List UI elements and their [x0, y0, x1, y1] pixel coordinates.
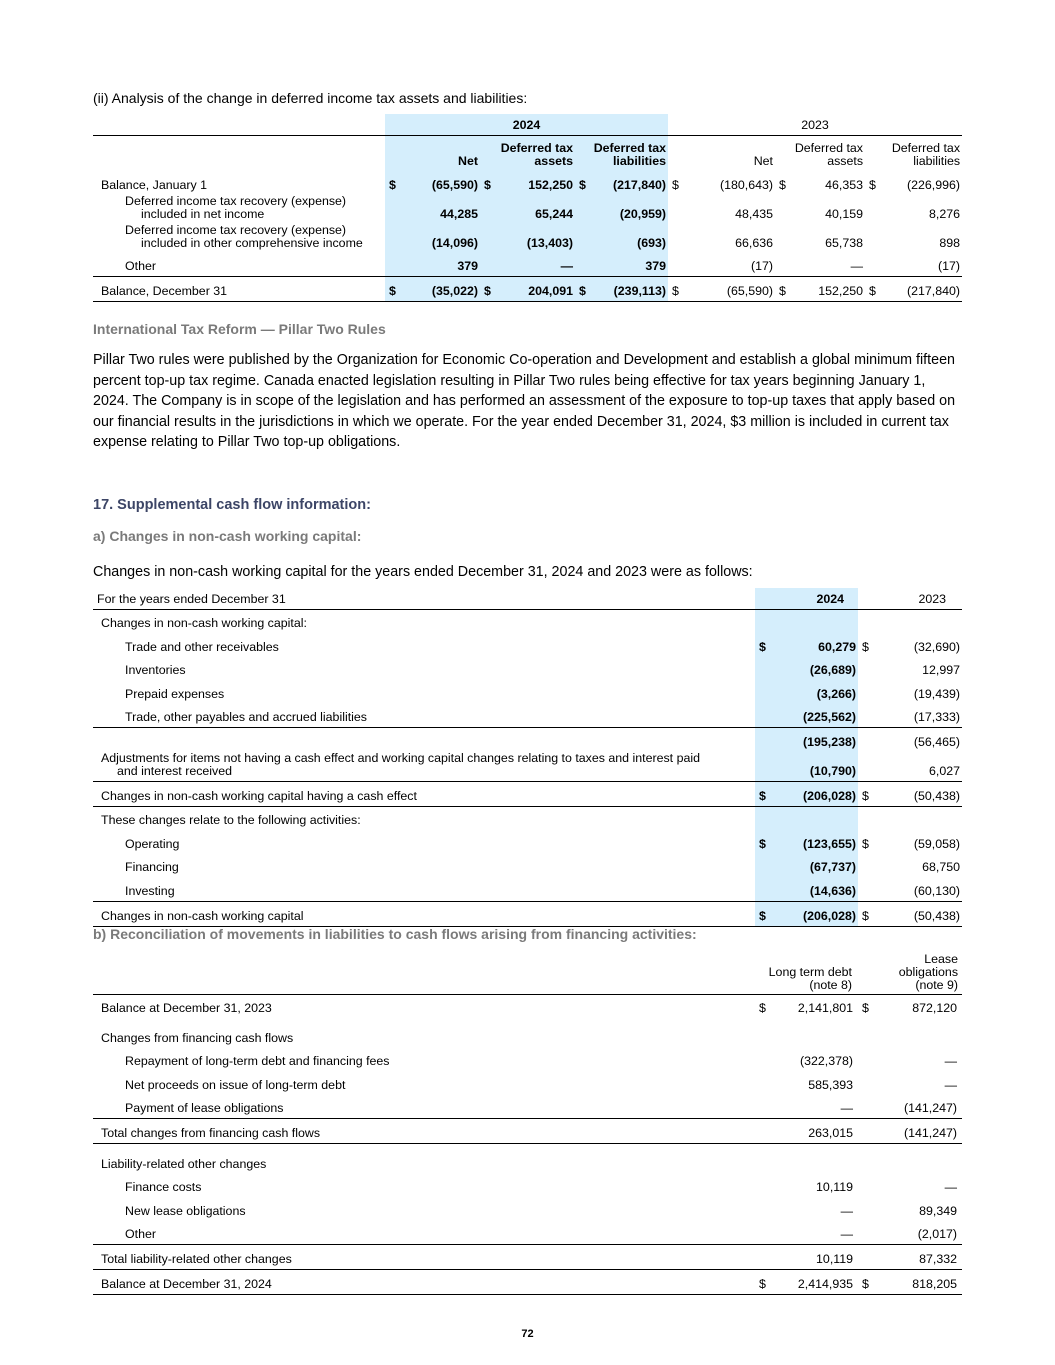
row-label — [93, 224, 385, 253]
row-label-line: and interest received — [117, 764, 233, 779]
value-cell: (32,690) — [913, 639, 961, 654]
currency-symbol — [575, 253, 595, 277]
currency-symbol — [575, 195, 595, 224]
value-cell: (206,028) — [775, 902, 858, 927]
value-cell — [878, 1144, 962, 1174]
row-label — [93, 728, 755, 752]
value-cell: (17) — [937, 259, 961, 274]
table-row — [93, 171, 962, 195]
page-number: 72 — [521, 1328, 534, 1340]
currency-symbol: $ — [755, 633, 775, 657]
table-row — [93, 1119, 962, 1144]
currency-symbol — [755, 680, 775, 704]
currency-symbol — [755, 806, 775, 830]
value-cell — [878, 1018, 962, 1048]
currency-symbol — [755, 1221, 775, 1245]
currency-symbol — [858, 1197, 878, 1221]
value-cell: (17,333) — [913, 710, 961, 725]
value-cell: 44,285 — [405, 195, 480, 224]
value-cell: 65,244 — [500, 195, 575, 224]
table-row — [93, 806, 962, 830]
currency-symbol — [755, 704, 775, 728]
column-header-line: liabilities — [612, 154, 667, 168]
currency-symbol — [480, 224, 500, 253]
currency-symbol — [575, 224, 595, 253]
currency-symbol: $ — [865, 277, 885, 302]
value-cell: (3,266) — [775, 680, 858, 704]
currency-symbol — [755, 1144, 775, 1174]
row-label — [93, 1245, 755, 1270]
currency-symbol — [755, 1197, 775, 1221]
row-label — [93, 609, 755, 633]
currency-symbol — [858, 752, 878, 782]
table-row — [93, 1071, 962, 1095]
row-label — [93, 277, 385, 302]
row-label-line: Net proceeds on issue of long-term debt — [125, 1077, 346, 1092]
table-row — [93, 782, 962, 807]
value-cell — [775, 1018, 858, 1048]
row-label-line: included in other comprehensive income — [141, 235, 363, 250]
subsection-a-intro: Changes in non-cash working capital for the years ended December 31, 2024 and 2023 were as follows: — [93, 564, 753, 580]
value-cell: 60,279 — [775, 633, 858, 657]
currency-symbol: $ — [779, 177, 786, 192]
currency-symbol: $ — [858, 902, 878, 927]
currency-symbol — [755, 1119, 775, 1144]
row-label-line: Payment of lease obligations — [125, 1101, 284, 1116]
column-header-line: Deferred tax — [500, 141, 573, 155]
value-cell: 898 — [939, 235, 961, 250]
table-row — [93, 1174, 962, 1198]
value-cell: — — [840, 1203, 854, 1218]
value-cell: 68,750 — [922, 860, 961, 875]
currency-symbol — [775, 253, 795, 277]
currency-symbol: $ — [755, 902, 775, 927]
row-label-line: Other — [125, 259, 156, 274]
value-cell: — — [944, 1180, 958, 1195]
currency-symbol: $ — [575, 171, 595, 195]
currency-symbol — [858, 877, 878, 901]
value-cell: (225,562) — [775, 704, 858, 728]
row-label — [93, 195, 385, 224]
value-cell: 40,159 — [825, 206, 864, 221]
currency-symbol — [858, 1144, 878, 1174]
row-label-line: Adjustments for items not having a cash effect and working capital changes relating to taxes and interest paid — [101, 751, 700, 766]
currency-symbol — [858, 1071, 878, 1095]
currency-symbol — [755, 1245, 775, 1270]
row-label — [93, 704, 755, 728]
year-2023-header: 2023 — [858, 588, 962, 609]
currency-symbol: $ — [672, 177, 679, 192]
currency-symbol: $ — [775, 277, 795, 302]
value-cell: — — [944, 1054, 958, 1069]
currency-symbol — [858, 1119, 878, 1144]
value-cell: (217,840) — [595, 171, 668, 195]
column-header-line: assets — [827, 154, 864, 168]
value-cell: (20,959) — [595, 195, 668, 224]
value-cell: 204,091 — [500, 277, 575, 302]
row-label-line: Investing — [125, 884, 175, 899]
row-label — [93, 1095, 755, 1119]
value-cell: (19,439) — [913, 686, 961, 701]
currency-symbol: $ — [385, 171, 405, 195]
value-cell: 379 — [405, 253, 480, 277]
currency-symbol — [858, 728, 878, 752]
value-cell: — — [840, 1101, 854, 1116]
currency-symbol: $ — [862, 836, 869, 851]
value-cell: (13,403) — [500, 224, 575, 253]
table-row — [93, 633, 962, 657]
row-label-line: New lease obligations — [125, 1203, 246, 1218]
value-cell: 66,636 — [735, 235, 774, 250]
row-label — [93, 1144, 755, 1174]
value-cell: — — [500, 253, 575, 277]
currency-symbol — [858, 680, 878, 704]
value-cell: (14,096) — [405, 224, 480, 253]
value-cell: 10,119 — [816, 1180, 854, 1195]
row-label — [93, 877, 755, 901]
currency-symbol — [858, 1095, 878, 1119]
value-cell: (693) — [595, 224, 668, 253]
working-capital-table — [93, 588, 962, 927]
value-cell: 2,141,801 — [797, 1001, 854, 1016]
currency-symbol — [385, 253, 405, 277]
row-label — [93, 902, 755, 927]
value-cell: (14,636) — [775, 877, 858, 901]
currency-symbol: $ — [759, 1001, 766, 1016]
value-cell — [775, 1144, 858, 1174]
value-cell: 65,738 — [825, 235, 864, 250]
currency-symbol: $ — [755, 830, 775, 854]
value-cell: (50,438) — [878, 902, 962, 927]
value-cell: (65,590) — [405, 171, 480, 195]
table-row — [93, 1048, 962, 1072]
subsection-b-heading: b) Reconciliation of movements in liabilities to cash flows arising from financing activities: — [93, 926, 697, 942]
column-header-line: Deferred tax — [891, 141, 961, 155]
column-header-line: Deferred tax — [593, 141, 667, 155]
row-label — [93, 633, 755, 657]
currency-symbol — [480, 253, 500, 277]
row-label-line: Repayment of long-term debt and financing fees — [125, 1054, 390, 1069]
value-cell: (123,655) — [775, 830, 858, 854]
currency-symbol — [858, 1018, 878, 1048]
value-cell — [775, 609, 858, 633]
column-header — [385, 135, 480, 171]
table-row — [93, 1018, 962, 1048]
row-label-line: Prepaid expenses — [125, 686, 225, 701]
currency-symbol — [755, 877, 775, 901]
value-cell: (180,643) — [719, 177, 774, 192]
row-label-line: Trade and other receivables — [125, 639, 279, 654]
currency-symbol: $ — [385, 277, 405, 302]
table-row — [93, 728, 962, 752]
row-label — [93, 994, 755, 1018]
row-label — [93, 1119, 755, 1144]
subsection-a-heading: a) Changes in non-cash working capital: — [93, 528, 362, 544]
value-cell: (65,590) — [690, 277, 775, 302]
currency-symbol — [755, 609, 775, 633]
currency-symbol — [858, 1245, 878, 1270]
value-cell: — — [944, 1077, 958, 1092]
table-row — [93, 994, 962, 1018]
year-2024-header: 2024 — [755, 588, 858, 609]
value-cell: 872,120 — [912, 1001, 958, 1016]
value-cell: 263,015 — [775, 1119, 858, 1144]
currency-symbol: $ — [755, 782, 775, 807]
row-label — [93, 854, 755, 878]
row-label — [93, 1071, 755, 1095]
currency-symbol — [385, 224, 405, 253]
deferred-tax-intro: (ii) Analysis of the change in deferred income tax assets and liabilities: — [93, 90, 528, 106]
table-row — [93, 1095, 962, 1119]
currency-symbol — [755, 657, 775, 681]
column-header-line: Deferred tax — [794, 141, 864, 155]
currency-symbol — [755, 1095, 775, 1119]
currency-symbol: $ — [575, 277, 595, 302]
row-label-line: Trade, other payables and accrued liabilities — [125, 710, 367, 725]
row-label-line: Liability-related other changes — [101, 1156, 267, 1171]
currency-symbol: $ — [668, 277, 690, 302]
currency-symbol — [755, 1174, 775, 1198]
value-cell: 152,250 — [795, 277, 865, 302]
row-label-line: Total liability-related other changes — [101, 1252, 292, 1267]
value-cell: (10,790) — [775, 752, 858, 782]
lease-obligations-header: Lease obligations (note 9) — [858, 950, 962, 994]
row-label-line: Balance, January 1 — [101, 177, 208, 192]
column-header — [668, 135, 775, 171]
value-cell: — — [850, 259, 864, 274]
value-cell: — — [840, 1227, 854, 1242]
value-cell: (141,247) — [903, 1101, 958, 1116]
table-row — [93, 1245, 962, 1270]
table-row — [93, 1221, 962, 1245]
currency-symbol — [755, 854, 775, 878]
table-row — [93, 1197, 962, 1221]
row-label-line: Finance costs — [125, 1180, 202, 1195]
row-label — [93, 1197, 755, 1221]
currency-symbol — [858, 657, 878, 681]
value-cell: (226,996) — [906, 177, 961, 192]
currency-symbol — [775, 195, 795, 224]
currency-symbol — [858, 806, 878, 830]
row-label — [93, 1270, 755, 1295]
table-row — [93, 902, 962, 927]
value-cell: (217,840) — [885, 277, 962, 302]
value-cell: 585,393 — [808, 1077, 854, 1092]
value-cell: 89,349 — [919, 1203, 958, 1218]
row-label-line: Deferred income tax recovery (expense) — [125, 222, 347, 237]
row-label-line: Changes in non-cash working capital — [101, 908, 304, 923]
row-label — [93, 171, 385, 195]
row-label — [93, 782, 755, 807]
row-label-line: Balance, December 31 — [101, 283, 228, 298]
table-row — [93, 877, 962, 901]
table-row — [93, 854, 962, 878]
table-row — [93, 277, 962, 302]
currency-symbol — [668, 253, 690, 277]
row-label-line: included in net income — [141, 206, 265, 221]
row-label-line: Changes in non-cash working capital: — [101, 616, 307, 631]
value-cell: 2,414,935 — [775, 1270, 858, 1295]
currency-symbol — [385, 195, 405, 224]
year-2024-header: 2024 — [385, 114, 668, 135]
row-label — [93, 657, 755, 681]
period-header: For the years ended December 31 — [93, 588, 755, 609]
currency-symbol: $ — [862, 1001, 869, 1016]
table-row — [93, 752, 962, 782]
value-cell: 10,119 — [775, 1245, 858, 1270]
value-cell: (59,058) — [913, 836, 961, 851]
table-row — [93, 1144, 962, 1174]
column-header — [480, 135, 575, 171]
table-row — [93, 704, 962, 728]
currency-symbol: $ — [858, 782, 878, 807]
value-cell: 379 — [595, 253, 668, 277]
row-label-line: Financing — [125, 860, 179, 875]
currency-symbol — [755, 1018, 775, 1048]
row-label-line: Other — [125, 1227, 156, 1242]
row-label — [93, 830, 755, 854]
deferred-tax-table — [93, 114, 962, 302]
table-row — [93, 657, 962, 681]
value-cell — [878, 806, 962, 830]
currency-symbol — [865, 224, 885, 253]
pillar-two-paragraph: Pillar Two rules were published by the Organization for Economic Co-operation and Development and establish a global minimum fifteen percent top-up tax regime. Canada enacted legislation resulting in Pillar Two rules being effective for tax years beginning January 1, 2024. The Company is in scope of the legislation and has performed an assessment of the exposure to top-up taxes that apply based on our financial results in the jurisdictions in which we operate. For the year ended December 31, 2024, $3 million is included in current tax expense relating to Pillar Two top-up obligations. — [93, 352, 956, 451]
currency-symbol — [858, 1221, 878, 1245]
year-2023-header: 2023 — [668, 114, 962, 135]
value-cell: 48,435 — [735, 206, 774, 221]
value-cell: (322,378) — [799, 1054, 854, 1069]
row-label — [93, 1174, 755, 1198]
value-cell: 818,205 — [878, 1270, 962, 1295]
value-cell: (67,737) — [775, 854, 858, 878]
table-row — [93, 680, 962, 704]
value-cell: (195,238) — [775, 728, 858, 752]
currency-symbol — [668, 224, 690, 253]
row-label-line: Operating — [125, 836, 180, 851]
value-cell: (239,113) — [595, 277, 668, 302]
currency-symbol — [668, 195, 690, 224]
value-cell: (56,465) — [878, 728, 962, 752]
currency-symbol: $ — [480, 171, 500, 195]
financing-liabilities-table — [93, 950, 962, 1295]
row-label-line: Changes from financing cash flows — [101, 1030, 294, 1045]
row-label-line: These changes relate to the following activities: — [101, 813, 361, 828]
value-cell: (206,028) — [775, 782, 858, 807]
value-cell — [878, 609, 962, 633]
table-row — [93, 830, 962, 854]
row-label-line: Balance at December 31, 2024 — [101, 1276, 272, 1291]
column-header-line: liabilities — [913, 154, 961, 168]
value-cell: (50,438) — [878, 782, 962, 807]
currency-symbol: $ — [862, 639, 869, 654]
section-17-heading: 17. Supplemental cash flow information: — [93, 497, 371, 513]
currency-symbol — [755, 1048, 775, 1072]
row-label — [93, 1048, 755, 1072]
currency-symbol — [865, 195, 885, 224]
column-header-line: Net — [458, 154, 478, 168]
row-label — [93, 1221, 755, 1245]
table-row — [93, 253, 962, 277]
currency-symbol — [858, 704, 878, 728]
row-label — [93, 680, 755, 704]
row-label-line: Inventories — [125, 663, 186, 678]
value-cell: (2,017) — [917, 1227, 958, 1242]
currency-symbol — [858, 854, 878, 878]
value-cell: (17) — [750, 259, 774, 274]
currency-symbol — [858, 1174, 878, 1198]
column-header — [865, 135, 962, 171]
table-row — [93, 195, 962, 224]
value-cell: (141,247) — [878, 1119, 962, 1144]
currency-symbol — [480, 195, 500, 224]
row-label — [93, 1018, 755, 1048]
currency-symbol — [775, 224, 795, 253]
pillar-two-heading: International Tax Reform — Pillar Two Rules — [93, 321, 386, 337]
currency-symbol: $ — [480, 277, 500, 302]
value-cell: (35,022) — [405, 277, 480, 302]
row-label-line: Total changes from financing cash flows — [101, 1126, 321, 1141]
value-cell: 8,276 — [929, 206, 961, 221]
value-cell — [775, 806, 858, 830]
value-cell: (60,130) — [913, 884, 961, 899]
table-row — [93, 1270, 962, 1295]
column-header — [575, 135, 668, 171]
currency-symbol: $ — [755, 1270, 775, 1295]
value-cell: (26,689) — [775, 657, 858, 681]
column-header-line: assets — [534, 154, 573, 168]
value-cell: 6,027 — [929, 764, 961, 779]
currency-symbol: $ — [858, 1270, 878, 1295]
row-label — [93, 253, 385, 277]
table-row — [93, 224, 962, 253]
table-row — [93, 609, 962, 633]
currency-symbol — [858, 1048, 878, 1072]
value-cell: 12,997 — [922, 663, 961, 678]
row-label-line: Balance at December 31, 2023 — [101, 1001, 272, 1016]
column-header-line: Net — [753, 154, 774, 168]
row-label — [93, 806, 755, 830]
blank-header — [93, 135, 385, 171]
currency-symbol — [865, 253, 885, 277]
currency-symbol — [858, 609, 878, 633]
currency-symbol — [755, 752, 775, 782]
currency-symbol — [755, 1071, 775, 1095]
row-label — [93, 752, 755, 782]
row-label-line: Deferred income tax recovery (expense) — [125, 193, 347, 208]
currency-symbol — [755, 728, 775, 752]
value-cell: 152,250 — [500, 171, 575, 195]
currency-symbol: $ — [869, 177, 876, 192]
column-header — [775, 135, 865, 171]
value-cell: 87,332 — [878, 1245, 962, 1270]
long-term-debt-header: Long term debt (note 8) — [755, 950, 858, 994]
row-label-line: Changes in non-cash working capital having a cash effect — [101, 788, 417, 803]
value-cell: 46,353 — [825, 177, 864, 192]
